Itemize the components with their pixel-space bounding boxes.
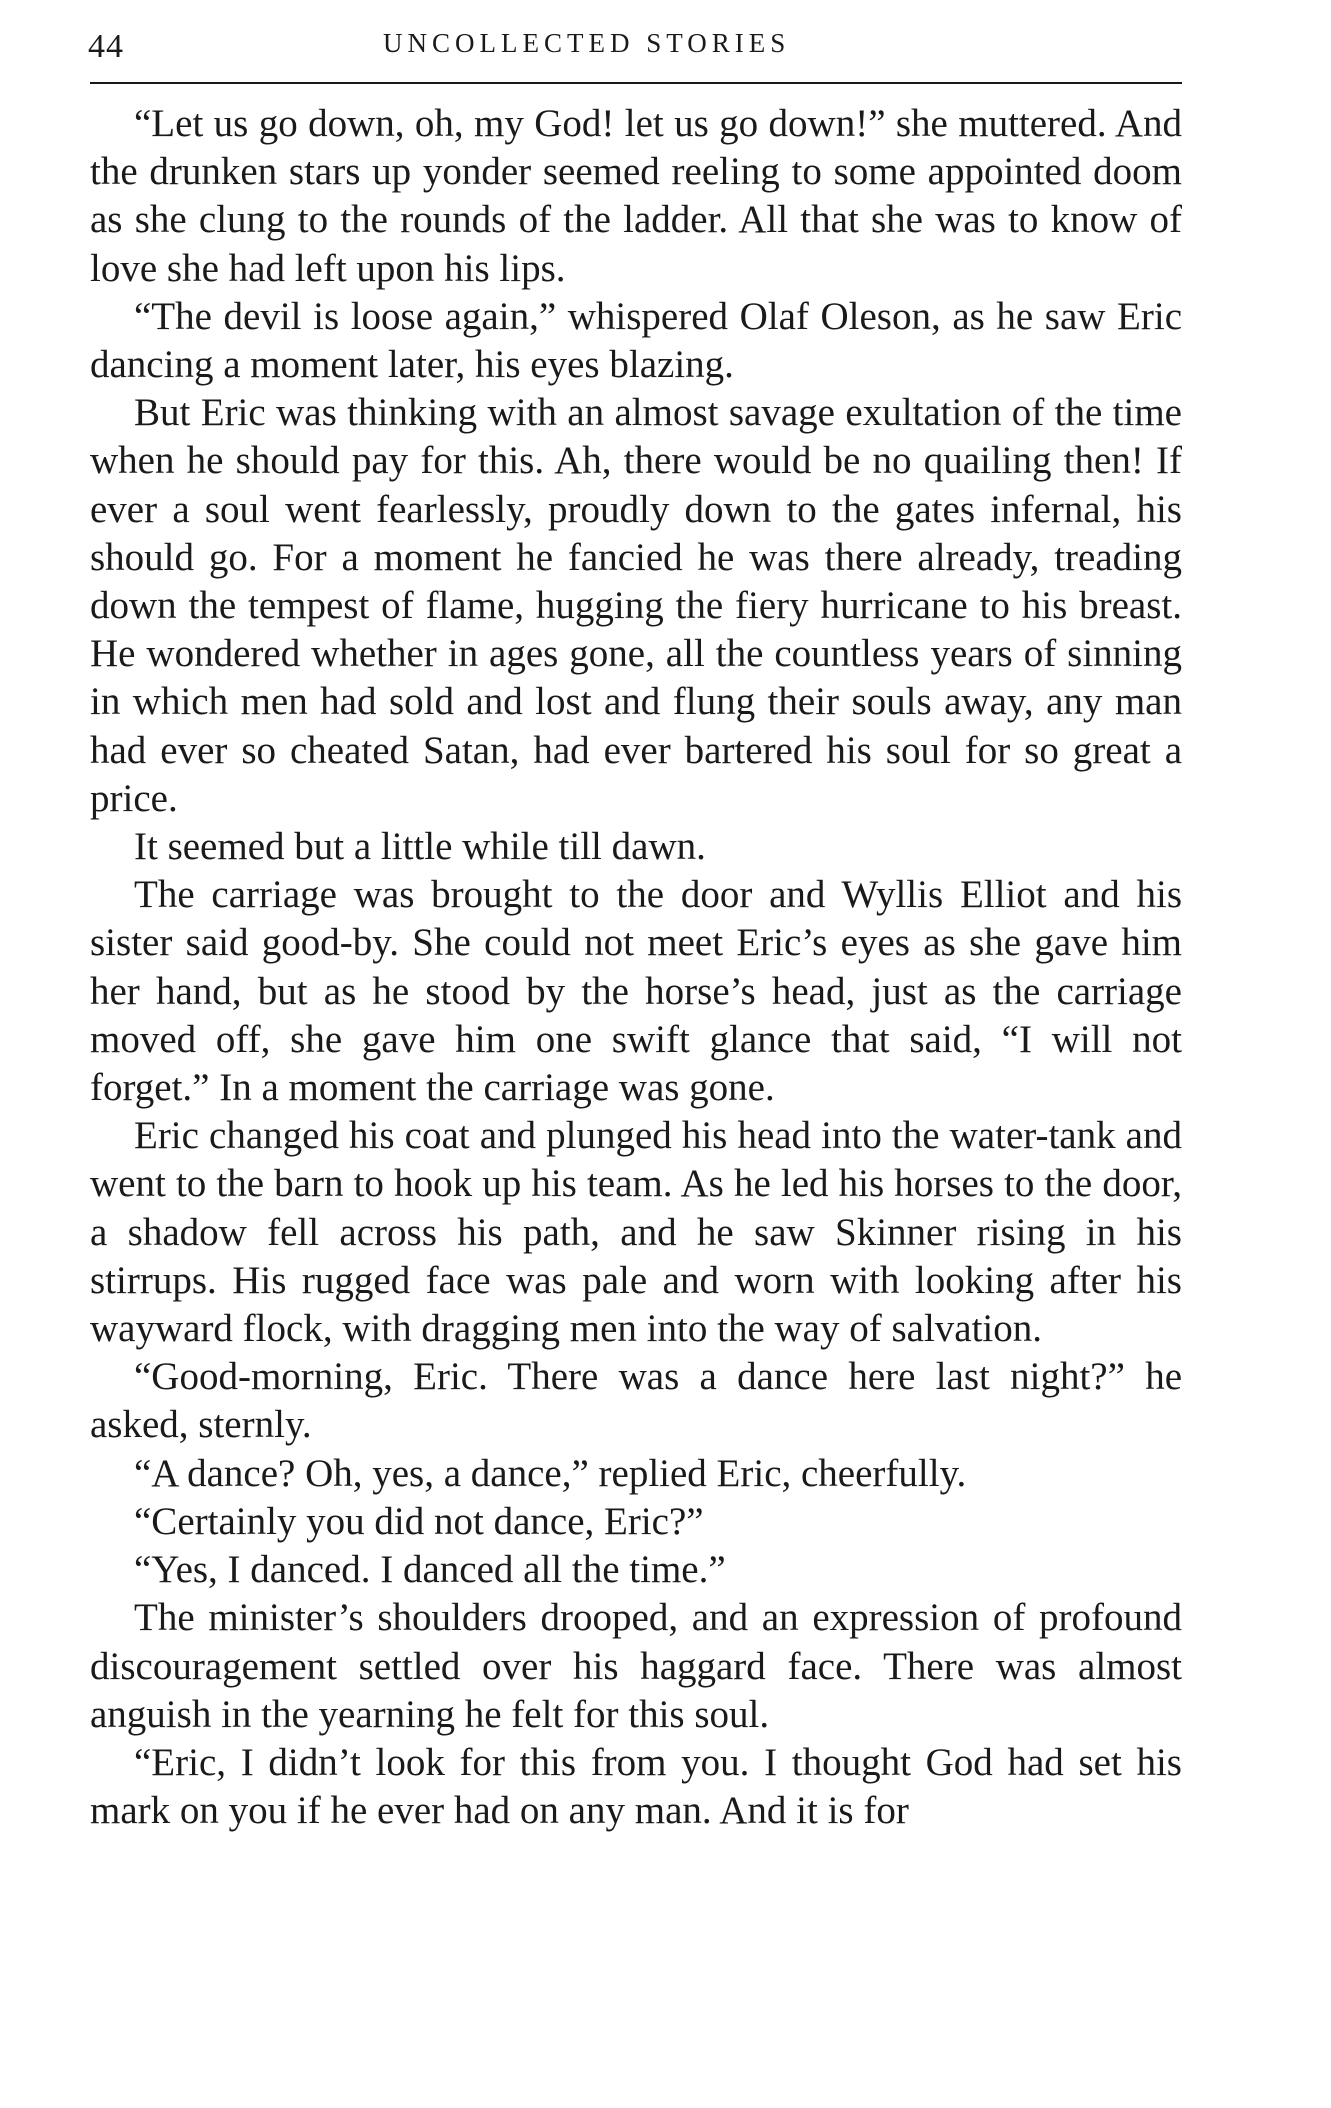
- paragraph: “Good-morning, Eric. There was a dance here last night?” he asked, sternly.: [90, 1355, 1182, 1447]
- paragraph: “The devil is loose again,” whispered Olaf Oleson, as he saw Eric dancing a moment later, his eyes blazing.: [90, 294, 1182, 387]
- running-title: UNCOLLECTED STORIES: [383, 28, 791, 58]
- paragraph: “Let us go down, oh, my God! let us go down!” she muttered. And the drunken stars up yonder seemed reeling to some appointed doom as she clung to the rounds of the ladder. All that she was to know of love she had left upon his lips.: [90, 102, 1182, 290]
- paragraph: “Yes, I danced. I danced all the time.”: [134, 1548, 726, 1592]
- page-number: 44: [88, 28, 124, 65]
- body-text: [90, 100, 1182, 1835]
- paragraph: “Eric, I didn’t look for this from you. I thought God had set his mark on you if he ever had on any man. And it is for: [90, 1740, 1182, 1833]
- running-head: [88, 22, 1188, 82]
- paragraph: The minister’s shoulders drooped, and an expression of profound discouragement settled over his haggard face. There was almost anguish in the yearning he felt for this soul.: [90, 1596, 1182, 1736]
- paragraph: The carriage was brought to the door and Wyllis Elliot and his sister said good-by. She could not meet Eric’s eyes as she gave him her hand, but as he stood by the horse’s head, just as the carriage moved off, she gave him one swift glance that said, “I will not forget.” In a moment the carriage was gone.: [90, 873, 1182, 1110]
- paragraph: Eric changed his coat and plunged his head into the water-tank and went to the barn to hook up his team. As he led his horses to the door, a shadow fell across his path, and he saw Skinner rising in his stirrups. His rugged face was pale and worn with looking after his wayward flock, with dragging men into the way of salvation.: [90, 1114, 1182, 1351]
- paragraph: It seemed but a little while till dawn.: [134, 825, 706, 869]
- paragraph: “A dance? Oh, yes, a dance,” replied Eric, cheerfully.: [134, 1451, 967, 1495]
- paragraph: “Certainly you did not dance, Eric?”: [134, 1499, 704, 1543]
- paragraph: But Eric was thinking with an almost savage exultation of the time when he should pay for this. Ah, there would be no quailing then! If ever a soul went fearlessly, proudly down to the gates infernal, his should go. For a moment he fancied he was there already, treading down the tempest of flame, hugging the fiery hurricane to his breast. He wondered whether in ages gone, all the countless years of sinning in which men had sold and lost and flung their souls away, any man had ever so cheated Satan, had ever bartered his soul for so great a price.: [90, 391, 1182, 820]
- header-rule: [90, 82, 1182, 84]
